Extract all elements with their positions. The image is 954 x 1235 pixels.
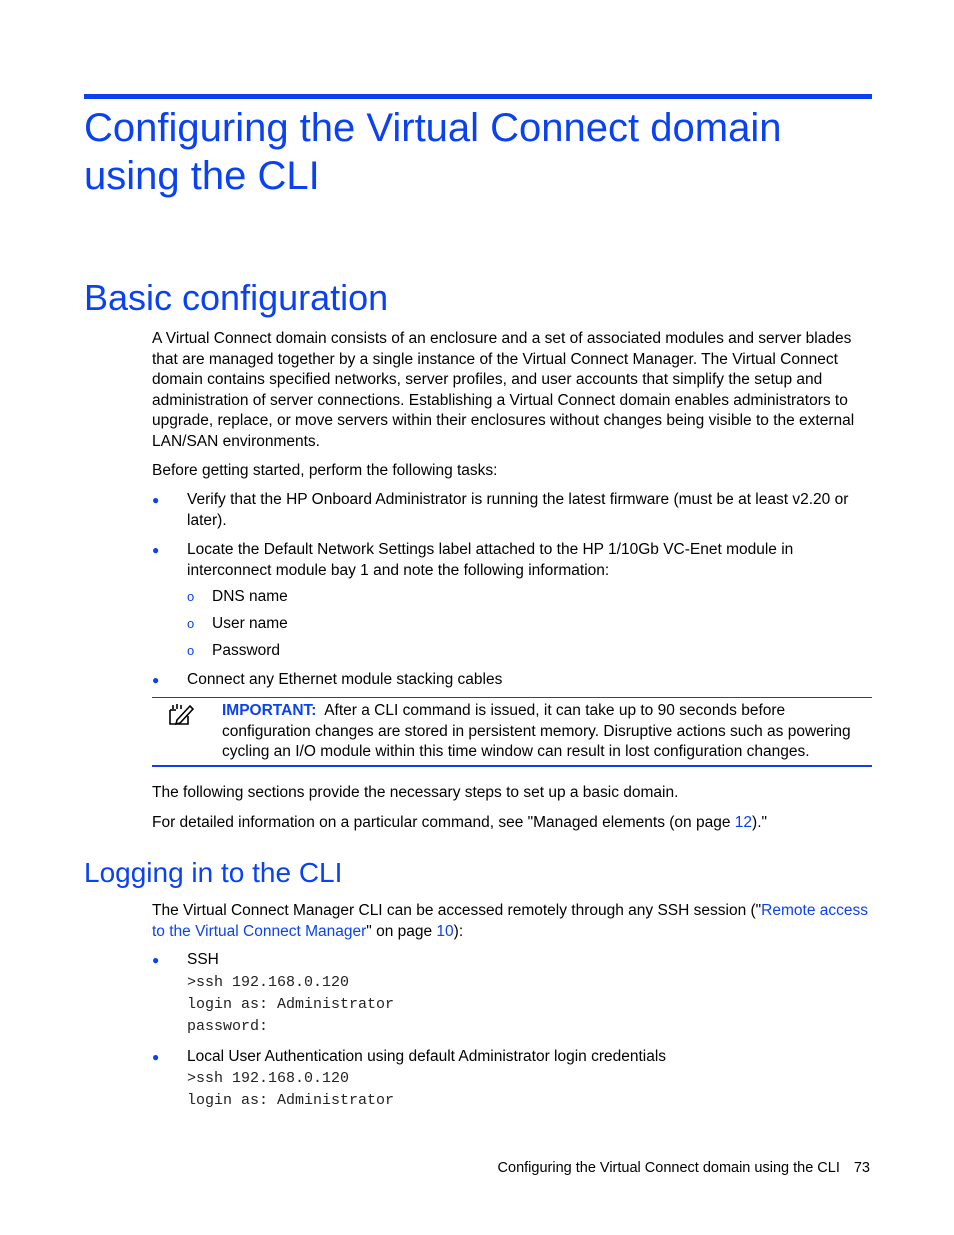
- note-text: [222, 701, 862, 763]
- page-link-12[interactable]: 12: [734, 814, 753, 831]
- subsection-title: Logging in to the CLI: [84, 857, 343, 888]
- remote-access-link[interactable]: Remote access to the Virtual Connect Manager: [152, 902, 868, 940]
- note-body: After a CLI command is issued, it can take up to 90 seconds before configuration changes are stored in persistent memory. Disruptive actions such as powering cycling an I/O module within this time window can result in lost configuration changes.: [222, 702, 851, 760]
- important-note-icon: [168, 702, 194, 726]
- bullet-icon: ●: [152, 493, 160, 507]
- detailed-info-text-end: ).": [752, 814, 768, 831]
- note-label: IMPORTANT:: [222, 702, 317, 719]
- before-tasks-paragraph: Before getting started, perform the following tasks:: [152, 462, 498, 479]
- bullet-icon: ●: [152, 1050, 160, 1064]
- chapter-title: Configuring the Virtual Connect domain using the CLI: [84, 106, 782, 198]
- login-intro-mid: " on page: [366, 922, 437, 940]
- code-block-ssh: >ssh 192.168.0.120 login as: Administrator password:: [187, 974, 395, 1035]
- code-block-local-auth: >ssh 192.168.0.120 login as: Administrator: [187, 1070, 395, 1109]
- task-text: Verify that the HP Onboard Administrator is running the latest firmware (must be at least v2.20 or later).: [187, 491, 849, 529]
- following-sections-paragraph: The following sections provide the necessary steps to set up a basic domain.: [152, 784, 679, 801]
- login-method-label: SSH: [187, 951, 219, 968]
- detailed-info-paragraph: [152, 813, 872, 834]
- important-note: [152, 697, 872, 767]
- login-intro-end: ):: [453, 922, 464, 940]
- circle-bullet-icon: o: [187, 643, 195, 658]
- subtask-text: Password: [212, 642, 281, 659]
- login-intro-text: The Virtual Connect Manager CLI can be accessed remotely through any SSH session (": [152, 902, 762, 919]
- footer-title: Configuring the Virtual Connect domain using the CLI: [497, 1160, 840, 1176]
- bullet-icon: ●: [152, 953, 160, 967]
- bullet-icon: ●: [152, 543, 160, 557]
- page-footer: [498, 1158, 870, 1178]
- detailed-info-text: For detailed information on a particular command, see "Managed elements (on page: [152, 814, 735, 831]
- chapter-rule: [84, 94, 872, 99]
- circle-bullet-icon: o: [187, 589, 195, 604]
- bullet-icon: ●: [152, 673, 160, 687]
- task-text: Connect any Ethernet module stacking cables: [187, 671, 503, 688]
- login-method-label: Local User Authentication using default Administrator login credentials: [187, 1048, 667, 1065]
- subtask-text: DNS name: [212, 588, 288, 605]
- task-text: Locate the Default Network Settings label attached to the HP 1/10Gb VC-Enet module in interconnect module bay 1 and note the following information:: [187, 541, 794, 579]
- page-link-10[interactable]: 10: [436, 922, 454, 940]
- section-title: Basic configuration: [84, 277, 389, 318]
- intro-paragraph: A Virtual Connect domain consists of an enclosure and a set of associated modules and server blades that are managed together by a single instance of the Virtual Connect Manager. The Virtual Connect domain contains specified networks, server profiles, and user accounts that simplify the setup and administration of server connections. Establishing a Virtual Connect domain enables administrators to upgrade, replace, or move servers within their enclosures without changes being visible to the external LAN/SAN environments.: [152, 330, 855, 450]
- circle-bullet-icon: o: [187, 616, 195, 631]
- subtask-text: User name: [212, 615, 288, 632]
- page-number: 73: [853, 1160, 870, 1176]
- login-intro-paragraph: [152, 901, 872, 942]
